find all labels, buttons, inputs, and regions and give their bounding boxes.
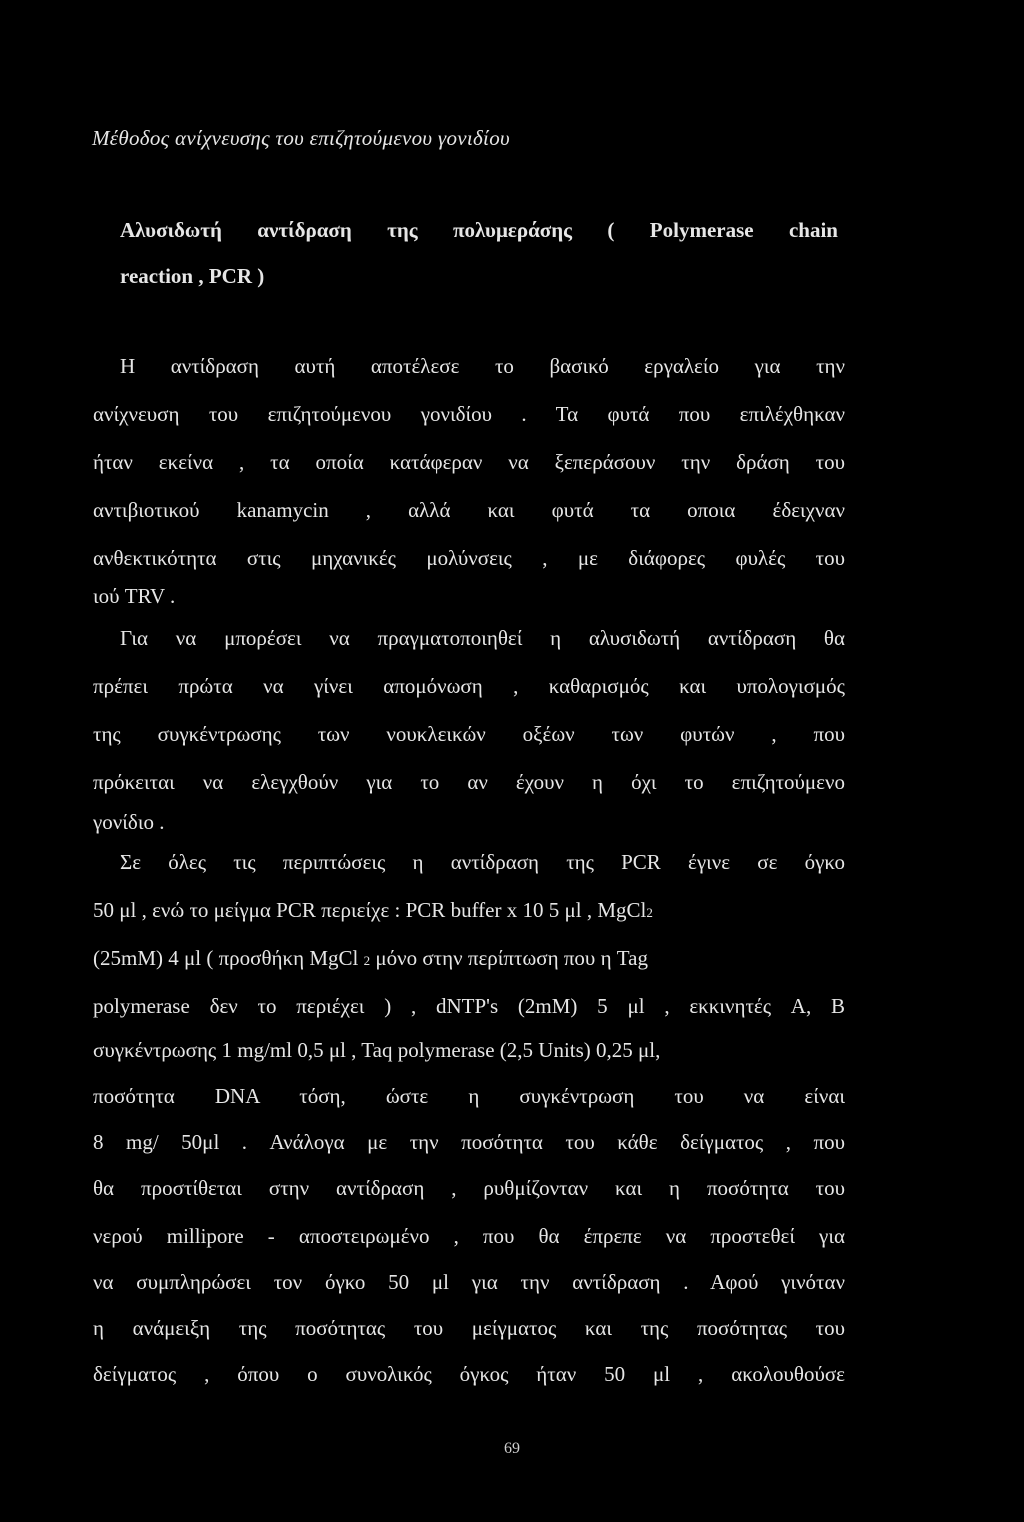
paragraph-3-line-text: μόνο στην περίπτωση που η Tag xyxy=(375,946,648,970)
paragraph-3-line: νερού millipore - αποστειρωμένο , που θα έπρεπε να προστεθεί για xyxy=(93,1224,845,1248)
paragraph-3-line: Σε όλες τις περιπτώσεις η αντίδραση της PCR έγινε σε όγκο xyxy=(120,850,845,874)
paragraph-3-line: η ανάμειξη της ποσότητας του μείγματος και της ποσότητας του xyxy=(93,1316,845,1340)
paragraph-2-line: Για να μπορέσει να πραγματοποιηθεί η αλυσιδωτή αντίδραση θα xyxy=(120,626,845,650)
paragraph-3-line: θα προστίθεται στην αντίδραση , ρυθμίζονταν και η ποσότητα του xyxy=(93,1176,845,1200)
paragraph-1-line: ανθεκτικότητα στις μηχανικές μολύνσεις , με διάφορες φυλές του xyxy=(93,546,845,570)
paragraph-2-line: πρέπει πρώτα να γίνει απομόνωση , καθαρισμός και υπολογισμός xyxy=(93,674,845,698)
paragraph-3-line xyxy=(93,896,845,927)
page-number: 69 xyxy=(504,1440,520,1457)
paragraph-2-line: γονίδιο . xyxy=(93,810,165,834)
paragraph-1-line: ήταν εκείνα , τα οποία κατάφεραν να ξεπεράσουν την δράση του xyxy=(93,450,845,474)
paragraph-2-line: της συγκέντρωσης των νουκλεικών οξέων των φυτών , που xyxy=(93,722,845,746)
subsection-title-line-2: reaction , PCR ) xyxy=(120,264,265,288)
paragraph-1-line: Η αντίδραση αυτή αποτέλεσε το βασικό εργαλείο για την xyxy=(120,354,845,378)
paragraph-3-line-text: (25mM) 4 μl ( προσθήκη MgCl xyxy=(93,946,359,970)
subsection-title-line-1: Αλυσιδωτή αντίδραση της πολυμεράσης ( Polymerase chain xyxy=(120,218,838,242)
paragraph-3-line: 8 mg/ 50μl . Ανάλογα με την ποσότητα του κάθε δείγματος , που xyxy=(93,1130,845,1154)
section-title: Μέθοδος ανίχνευσης του επιζητούμενου γονιδίου xyxy=(92,126,510,150)
paragraph-3-line: polymerase δεν το περιέχει ) , dNTP's (2mM) 5 μl , εκκινητές A, B xyxy=(93,994,845,1018)
paragraph-1-line: ιού TRV . xyxy=(93,584,176,608)
paragraph-1-line: ανίχνευση του επιζητούμενου γονιδίου . Τα φυτά που επιλέχθηκαν xyxy=(93,402,845,426)
paragraph-3-line: δείγματος , όπου ο συνολικός όγκος ήταν 50 μl , ακολουθούσε xyxy=(93,1362,845,1386)
paragraph-3-line: ποσότητα DNA τόση, ώστε η συγκέντρωση του να είναι xyxy=(93,1084,845,1108)
paragraph-3-line xyxy=(93,944,845,975)
paragraph-3-line: συγκέντρωσης 1 mg/ml 0,5 μl , Taq polymerase (2,5 Units) 0,25 μl, xyxy=(93,1038,661,1062)
paragraph-1-line: αντιβιοτικού kanamycin , αλλά και φυτά τα οποια έδειχναν xyxy=(93,498,845,522)
paragraph-3-line-text: 50 μl , ενώ το μείγμα PCR περιείχε : PCR buffer x 10 5 μl , MgCl xyxy=(93,898,647,922)
paragraph-3-line: να συμπληρώσει τον όγκο 50 μl για την αντίδραση . Αφού γινόταν xyxy=(93,1270,845,1294)
paragraph-2-line: πρόκειται να ελεγχθούν για το αν έχουν η όχι το επιζητούμενο xyxy=(93,770,845,794)
subscript: 2 xyxy=(646,905,653,920)
subscript: 2 xyxy=(363,953,371,968)
